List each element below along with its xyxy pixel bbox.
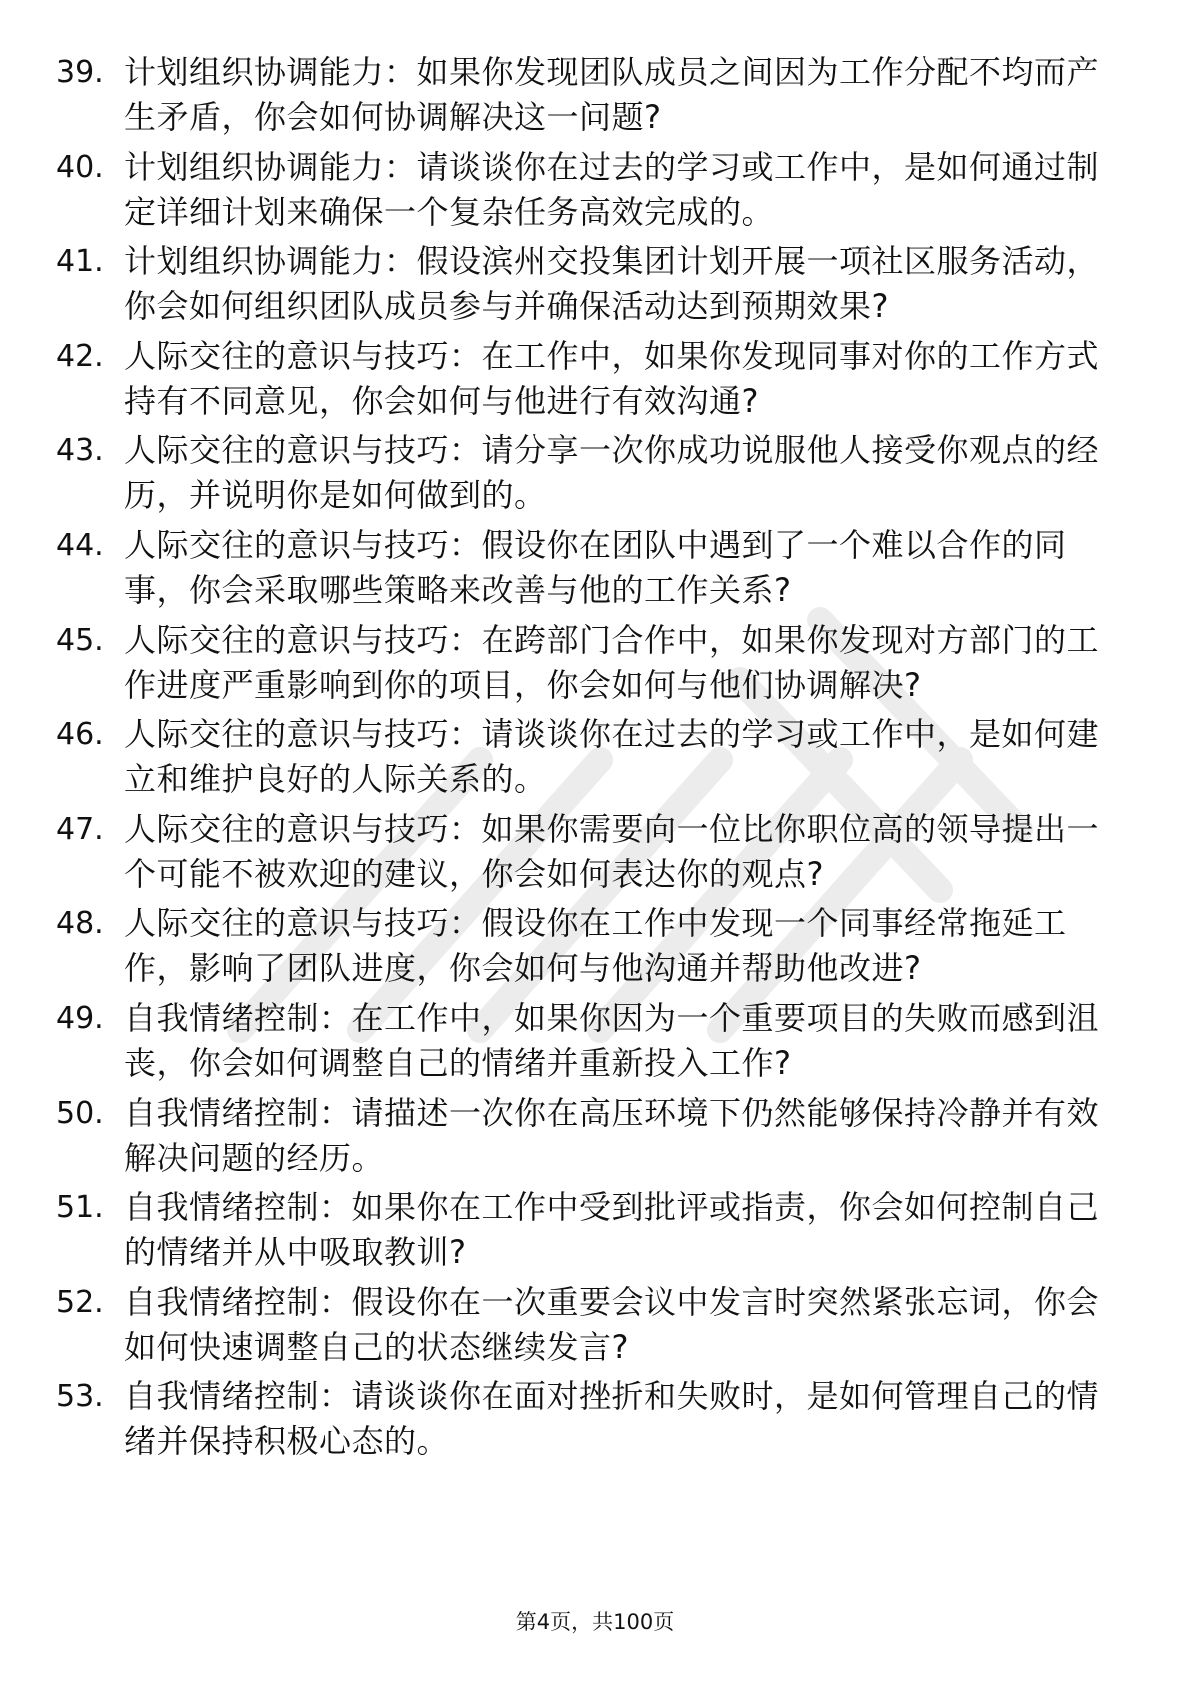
question-item xyxy=(56,428,1116,523)
question-text: 计划组织协调能力：请谈谈你在过去的学习或工作中，是如何通过制定详细计划来确保一个复杂任务高效完成的。 xyxy=(124,147,1100,231)
question-number: 46. xyxy=(56,717,104,753)
question-item xyxy=(56,1185,1116,1280)
question-text: 人际交往的意识与技巧：请分享一次你成功说服他人接受你观点的经历，并说明你是如何做到的。 xyxy=(124,431,1100,515)
question-text: 计划组织协调能力：假设滨州交投集团计划开展一项社区服务活动，你会如何组织团队成员参与并确保活动达到预期效果? xyxy=(124,242,1100,326)
question-number: 50. xyxy=(56,1095,104,1131)
question-number: 47. xyxy=(56,811,104,847)
question-number: 42. xyxy=(56,338,104,374)
question-item xyxy=(56,1374,1116,1469)
question-number: 39. xyxy=(56,55,104,90)
question-item xyxy=(56,239,1116,334)
question-number: 44. xyxy=(56,527,104,563)
question-text: 人际交往的意识与技巧：假设你在工作中发现一个同事经常拖延工作，影响了团队进度，你会如何与他沟通并帮助他改进? xyxy=(124,904,1067,988)
question-number: 40. xyxy=(56,149,104,185)
question-item xyxy=(56,145,1116,240)
question-text: 人际交往的意识与技巧：在工作中，如果你发现同事对你的工作方式持有不同意见，你会如何与他进行有效沟通? xyxy=(124,336,1100,420)
question-number: 51. xyxy=(56,1190,104,1226)
question-item xyxy=(56,618,1116,713)
question-item xyxy=(56,1280,1116,1375)
question-text: 自我情绪控制：请描述一次你在高压环境下仍然能够保持冷静并有效解决问题的经历。 xyxy=(124,1093,1100,1177)
question-item xyxy=(56,901,1116,996)
question-item xyxy=(56,807,1116,902)
question-text: 人际交往的意识与技巧：假设你在团队中遇到了一个难以合作的同事，你会采取哪些策略来改善与他的工作关系? xyxy=(124,525,1067,609)
question-number: 45. xyxy=(56,622,104,658)
question-text: 人际交往的意识与技巧：请谈谈你在过去的学习或工作中，是如何建立和维护良好的人际关系的。 xyxy=(124,715,1100,799)
question-text: 人际交往的意识与技巧：如果你需要向一位比你职位高的领导提出一个可能不被欢迎的建议，你会如何表达你的观点? xyxy=(124,809,1100,893)
question-item xyxy=(56,712,1116,807)
question-item xyxy=(56,523,1116,618)
question-text: 计划组织协调能力：如果你发现团队成员之间因为工作分配不均而产生矛盾，你会如何协调解决这一问题? xyxy=(124,53,1100,136)
question-number: 49. xyxy=(56,1000,104,1036)
page-number-label: 第4页，共100页 xyxy=(515,1610,675,1634)
question-number: 48. xyxy=(56,906,104,942)
question-number: 52. xyxy=(56,1284,104,1320)
question-number: 53. xyxy=(56,1379,104,1415)
question-number: 41. xyxy=(56,244,104,280)
question-text: 自我情绪控制：在工作中，如果你因为一个重要项目的失败而感到沮丧，你会如何调整自己的情绪并重新投入工作? xyxy=(124,998,1100,1082)
question-item xyxy=(56,996,1116,1091)
page-footer xyxy=(0,1607,1190,1637)
question-text: 自我情绪控制：请谈谈你在面对挫折和失败时，是如何管理自己的情绪并保持积极心态的。 xyxy=(124,1377,1100,1461)
question-list xyxy=(56,50,1116,1469)
question-text: 人际交往的意识与技巧：在跨部门合作中，如果你发现对方部门的工作进度严重影响到你的项目，你会如何与他们协调解决? xyxy=(124,620,1100,704)
question-text: 自我情绪控制：假设你在一次重要会议中发言时突然紧张忘词，你会如何快速调整自己的状态继续发言? xyxy=(124,1282,1100,1366)
question-number: 43. xyxy=(56,433,104,469)
question-text: 自我情绪控制：如果你在工作中受到批评或指责，你会如何控制自己的情绪并从中吸取教训? xyxy=(124,1188,1100,1272)
question-item xyxy=(56,1091,1116,1186)
question-item xyxy=(56,50,1116,145)
question-item xyxy=(56,334,1116,429)
